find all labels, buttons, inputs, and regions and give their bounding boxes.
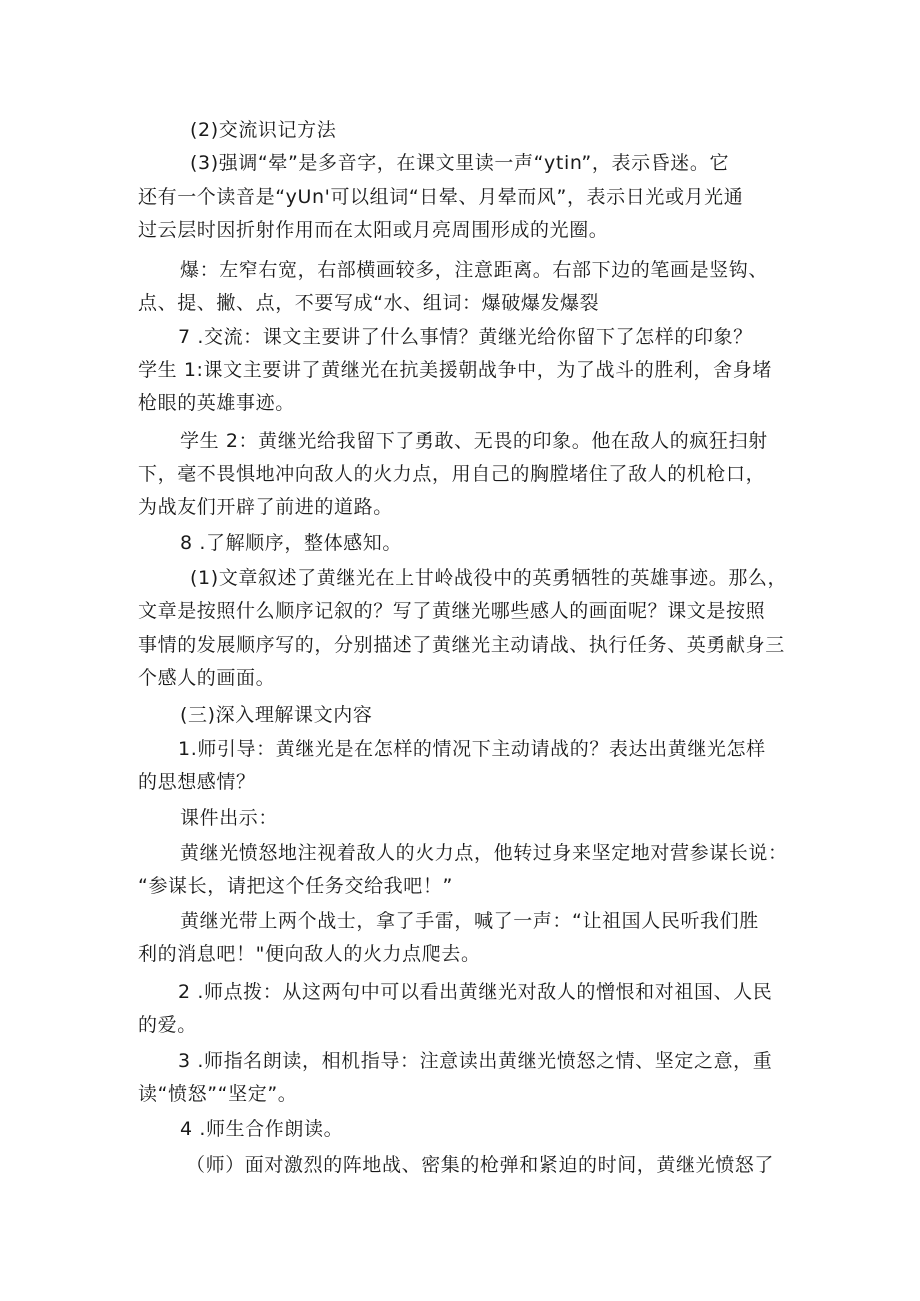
text-line: “参谋长，请把这个任务交给我吧！” (138, 875, 453, 897)
text-line: 点、提、撇、点，不要写成“水、组词：爆破爆发爆裂 (138, 292, 600, 314)
text-line: 为战友们开辟了前进的道路。 (138, 496, 393, 518)
text-line: 黄继光愤怒地注视着敌人的火力点，他转过身来坚定地对营参谋长说： (180, 842, 788, 864)
text-line: 枪眼的英雄事迹。 (138, 392, 295, 414)
text-line: 下，毫不畏惧地冲向敌人的火力点，用自己的胸膛堵住了敌人的机枪口， (138, 463, 766, 485)
text-line: 4 .师生合作朗读。 (180, 1118, 344, 1140)
text-line: 文章是按照什么顺序记叙的？写了黄继光哪些感人的画面呢？课文是按照 (138, 600, 766, 622)
text-line: 学生 2：黄继光给我留下了勇敢、无畏的印象。他在敌人的疯狂扫射 (180, 430, 768, 452)
text-line: 3 .师指名朗读，相机指导：注意读出黄继光愤怒之情、坚定之意，重 (178, 1050, 773, 1072)
text-line: 读“愤怒”“坚定”。 (138, 1083, 298, 1105)
text-line: 7 .交流：课文主要讲了什么事情？黄继光给你留下了怎样的印象？ (178, 326, 753, 348)
text-line: 课件出示： (180, 807, 279, 829)
text-line: 的爱。 (138, 1014, 197, 1036)
text-line: 个感人的画面。 (138, 667, 276, 689)
text-line: 的思想感情？ (138, 771, 256, 793)
text-line: (1)文章叙述了黄继光在上甘岭战役中的英勇牺牲的英雄事迹。那么， (190, 567, 788, 589)
text-line: (3)强调“晕”是多音字，在课文里读一声“ytin”，表示昏迷。它 (190, 152, 730, 174)
text-line: 2 .师点拨：从这两句中可以看出黄继光对敌人的憎恨和对祖国、人民 (178, 981, 773, 1003)
text-line: (三)深入理解课文内容 (180, 704, 373, 726)
text-line: 过云层时因折射作用而在太阳或月亮周围形成的光圈。 (138, 219, 609, 241)
text-line: （师）面对激烈的阵地战、密集的枪弹和紧迫的时间，黄继光愤怒了 (186, 1154, 775, 1176)
text-line: 爆：左窄右宽，右部横画较多，注意距离。右部下边的笔画是竖钩、 (180, 259, 769, 281)
text-line: 8 .了解顺序，整体感知。 (180, 532, 402, 554)
text-line: 学生 1:课文主要讲了黄继光在抗美援朝战争中，为了战斗的胜利，舍身堵 (138, 359, 772, 381)
text-line: 还有一个读音是“yUn'可以组词“日晕、月晕而风”，表示日光或月光通 (138, 186, 744, 208)
text-line: 黄继光带上两个战士，拿了手雷，喊了一声：“让祖国人民听我们胜 (180, 910, 759, 932)
text-line: (2)交流识记方法 (190, 119, 337, 141)
text-line: 1.师引导：黄继光是在怎样的情况下主动请战的？表达出黄继光怎样 (178, 738, 766, 760)
text-line: 事情的发展顺序写的，分别描述了黄继光主动请战、执行任务、英勇献身三 (138, 634, 785, 656)
text-line: 利的消息吧！"便向敌人的火力点爬去。 (138, 943, 481, 965)
